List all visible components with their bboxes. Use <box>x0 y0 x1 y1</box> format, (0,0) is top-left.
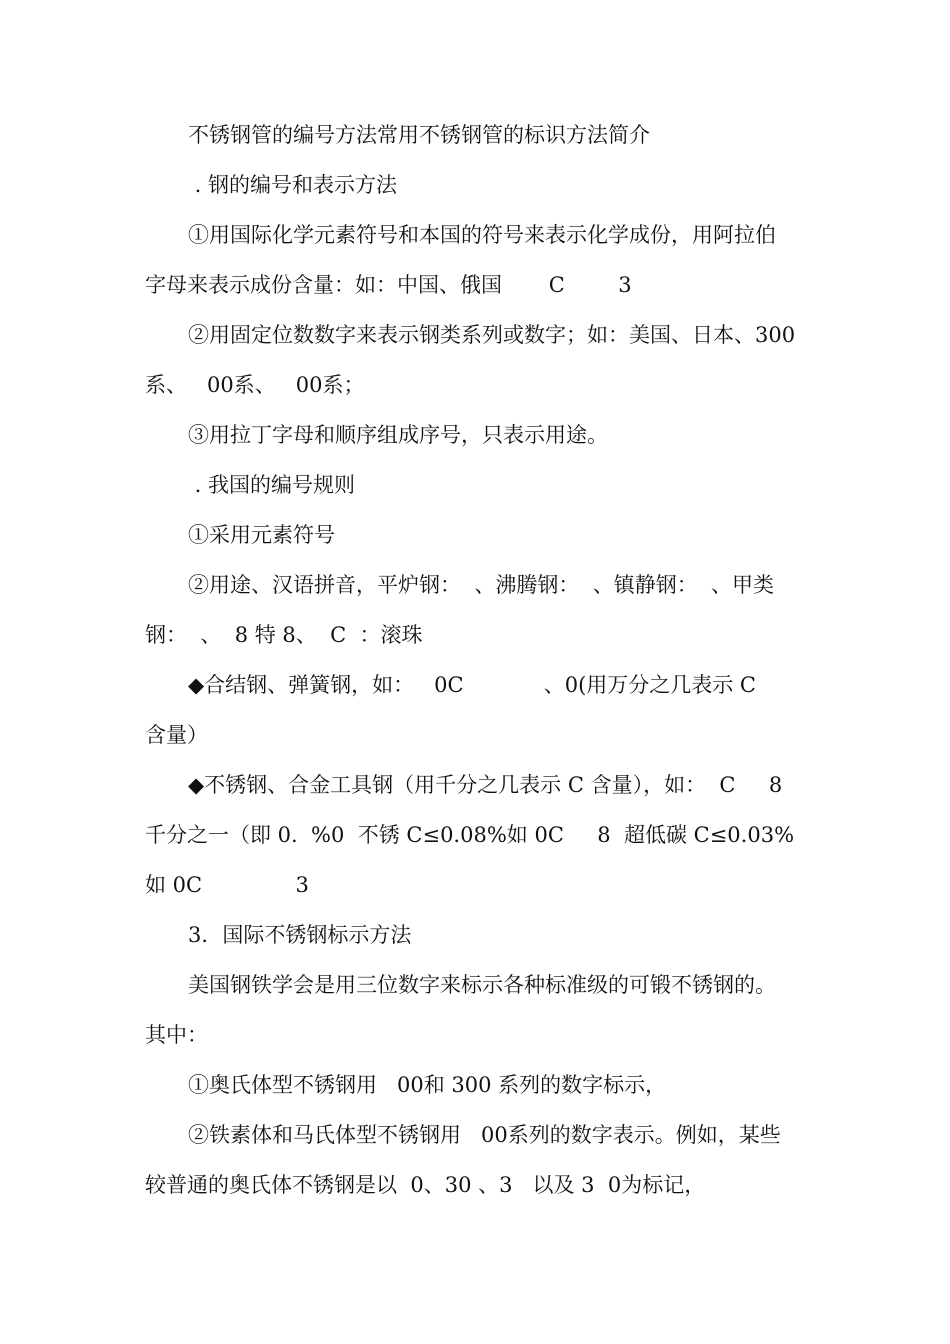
paragraph-line: 含量） <box>145 723 208 747</box>
paragraph-line: ①用国际化学元素符号和本国的符号来表示化学成份，用阿拉伯 <box>188 223 776 247</box>
paragraph-line: ②用固定位数数字来表示钢类系列或数字；如：美国、日本、300 <box>188 323 796 347</box>
paragraph-line: ③用拉丁字母和顺序组成序号，只表示用途。 <box>188 423 608 447</box>
section-heading-3: 3．国际不锈钢标示方法 <box>188 923 412 947</box>
paragraph-line: 较普通的奥氏体不锈钢是以 0、30 、3 以及 3 0为标记， <box>145 1173 706 1197</box>
section-heading-2: . 我国的编号规则 <box>188 473 356 497</box>
doc-title: 不锈钢管的编号方法常用不锈钢管的标识方法简介 <box>188 123 650 147</box>
paragraph-line: 美国钢铁学会是用三位数字来标示各种标准级的可锻不锈钢的。 <box>188 973 776 997</box>
paragraph-line: ①奥氏体型不锈钢用 00和 300 系列的数字标示， <box>188 1073 667 1097</box>
bullet-item: ◆不锈钢、合金工具钢（用千分之几表示 C 含量），如： C 8 <box>188 773 783 797</box>
paragraph-line: 如 0C 3 <box>145 873 309 897</box>
section-heading-1: . 钢的编号和表示方法 <box>188 173 398 197</box>
bullet-item: ◆合结钢、弹簧钢，如： 0C 、0(用万分之几表示 C <box>188 673 757 697</box>
paragraph-line: ①采用元素符号 <box>188 523 335 547</box>
paragraph-line: 字母来表示成份含量：如：中国、俄国 C 3 <box>145 273 632 297</box>
paragraph-line: 其中： <box>145 1023 208 1047</box>
paragraph-line: 钢： 、 8 特 8、 C ：滚珠 <box>145 623 423 647</box>
paragraph-line: ②铁素体和马氏体型不锈钢用 00系列的数字表示。例如，某些 <box>188 1123 781 1147</box>
paragraph-line: 千分之一（即 0. %0 不锈 C≤0.08%如 0C 8 超低碳 C≤0.03% <box>145 823 795 847</box>
paragraph-line: ②用途、汉语拼音，平炉钢： 、沸腾钢： 、镇静钢： 、甲类 <box>188 573 775 597</box>
paragraph-line: 系、 00系、 00系； <box>145 373 365 397</box>
